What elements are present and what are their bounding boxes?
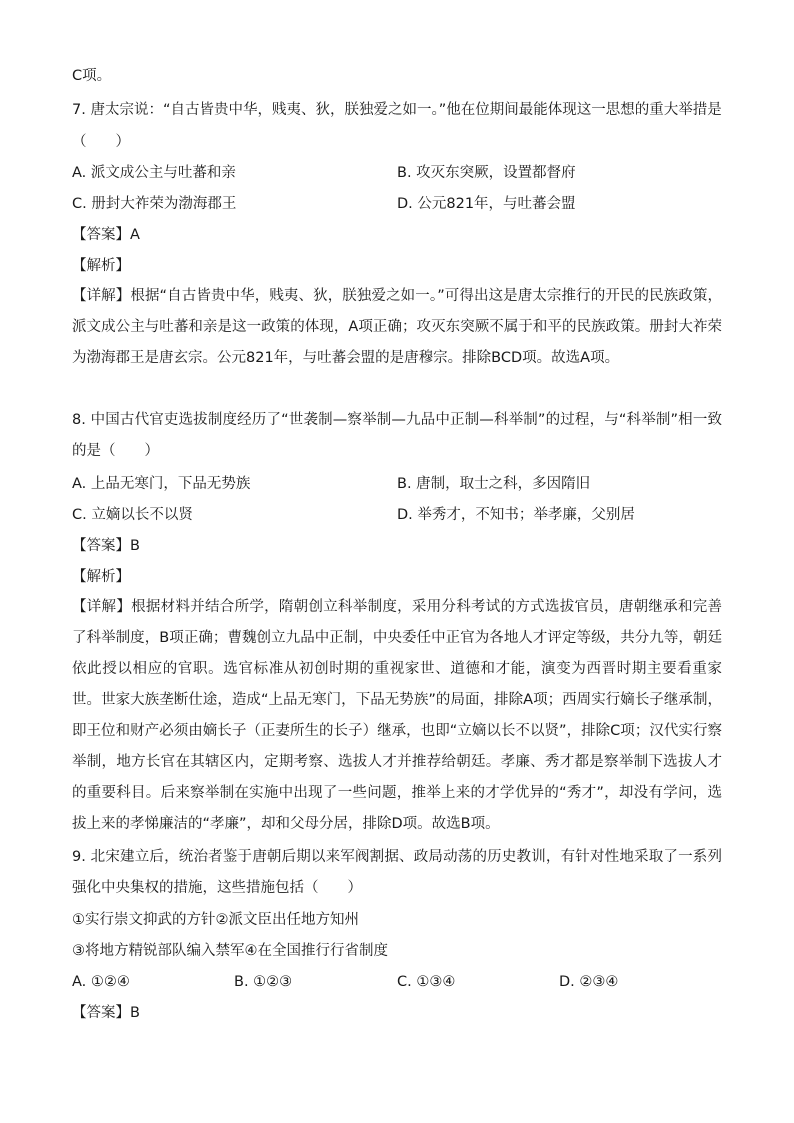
q7-detail: 【详解】根据“自古皆贵中华，贱夷、狄，朕独爱之如一。”可得出这是唐太宗推行的开民的民族政策，派文成公主与吐蕃和亲是这一政策的体现，A项正确；攻灭东突厥不属于和平的民族政策。册封大祚荣为渤海郡王是唐玄宗。公元821年，与吐蕃会盟的是唐穆宗。排除BCD项。故选A项。 xyxy=(72,288,722,366)
q7-answer: 【答案】A xyxy=(72,227,140,243)
q9-option-b: B. ①②③ xyxy=(234,974,293,990)
q9-items-3-4: ③将地方精锐部队编入禁军④在全国推行行省制度 xyxy=(72,943,388,959)
q8-detail: 【详解】根据材料并结合所学，隋朝创立科举制度，采用分科考试的方式选拔官员，唐朝继承和完善了科举制度，B项正确；曹魏创立九品中正制，中央委任中正官为各地人才评定等级，共分九等，朝廷依此授以相应的官职。选官标准从初创时期的重视家世、道德和才能，演变为西晋时期主要看重家世。世家大族垄断仕途，造成“上品无寒门，下品无势族”的局面，排除A项；西周实行嫡长子继承制，即王位和财产必须由嫡长子（正妻所生的长子）继承，也即“立嫡以长不以贤”，排除C项；汉代实行察举制，地方长官在其辖区内，定期考察、选拔人才并推荐给朝廷。孝廉、秀才都是察举制下选拔人才的重要科目。后来察举制在实施中出现了一些问题，推举上来的才学优异的“秀才”，却没有学问，选拔上来的孝悌廉洁的“孝廉”，却和父母分居，排除D项。故选B项。 xyxy=(72,599,722,832)
q8-analysis-heading: 【解析】 xyxy=(72,569,130,585)
q8-stem: 8. 中国古代官吏选拔制度经历了“世袭制—察举制—九品中正制—科举制”的过程，与“科举制”相一致的是（ ） xyxy=(72,412,722,459)
q9-items-1-2: ①实行崇文抑武的方针②派文臣出任地方知州 xyxy=(72,912,359,928)
q7-option-c: C. 册封大祚荣为渤海郡王 xyxy=(72,196,237,212)
q7-option-a: A. 派文成公主与吐蕃和亲 xyxy=(72,165,236,181)
q7-option-b: B. 攻灭东突厥，设置都督府 xyxy=(397,165,576,181)
q8-answer: 【答案】B xyxy=(72,538,140,554)
q8-option-c: C. 立嫡以长不以贤 xyxy=(72,507,193,523)
q8-option-b: B. 唐制，取士之科，多因隋旧 xyxy=(397,476,591,492)
q9-answer: 【答案】B xyxy=(72,1005,140,1021)
q9-option-a: A. ①②④ xyxy=(72,974,130,990)
q7-analysis-heading: 【解析】 xyxy=(72,258,130,274)
q9-stem: 9. 北宋建立后，统治者鉴于唐朝后期以来军阀割据、政局动荡的历史教训，有针对性地采取了一系列强化中央集权的措施，这些措施包括（ ） xyxy=(72,849,722,896)
q7-option-d: D. 公元821年，与吐蕃会盟 xyxy=(397,196,576,212)
q8-option-a: A. 上品无寒门，下品无势族 xyxy=(72,476,251,492)
previous-answer-tail: C项。 xyxy=(72,68,112,84)
q7-paren: （ ） xyxy=(72,134,130,150)
q7-stem: 7. 唐太宗说：“自古皆贵中华，贱夷、狄，朕独爱之如一。”他在位期间最能体现这一思想的重大举措是 xyxy=(72,102,722,118)
q9-option-c: C. ①③④ xyxy=(397,974,456,990)
q9-option-d: D. ②③④ xyxy=(559,974,619,990)
q8-option-d: D. 举秀才，不知书；举孝廉，父别居 xyxy=(397,507,635,523)
